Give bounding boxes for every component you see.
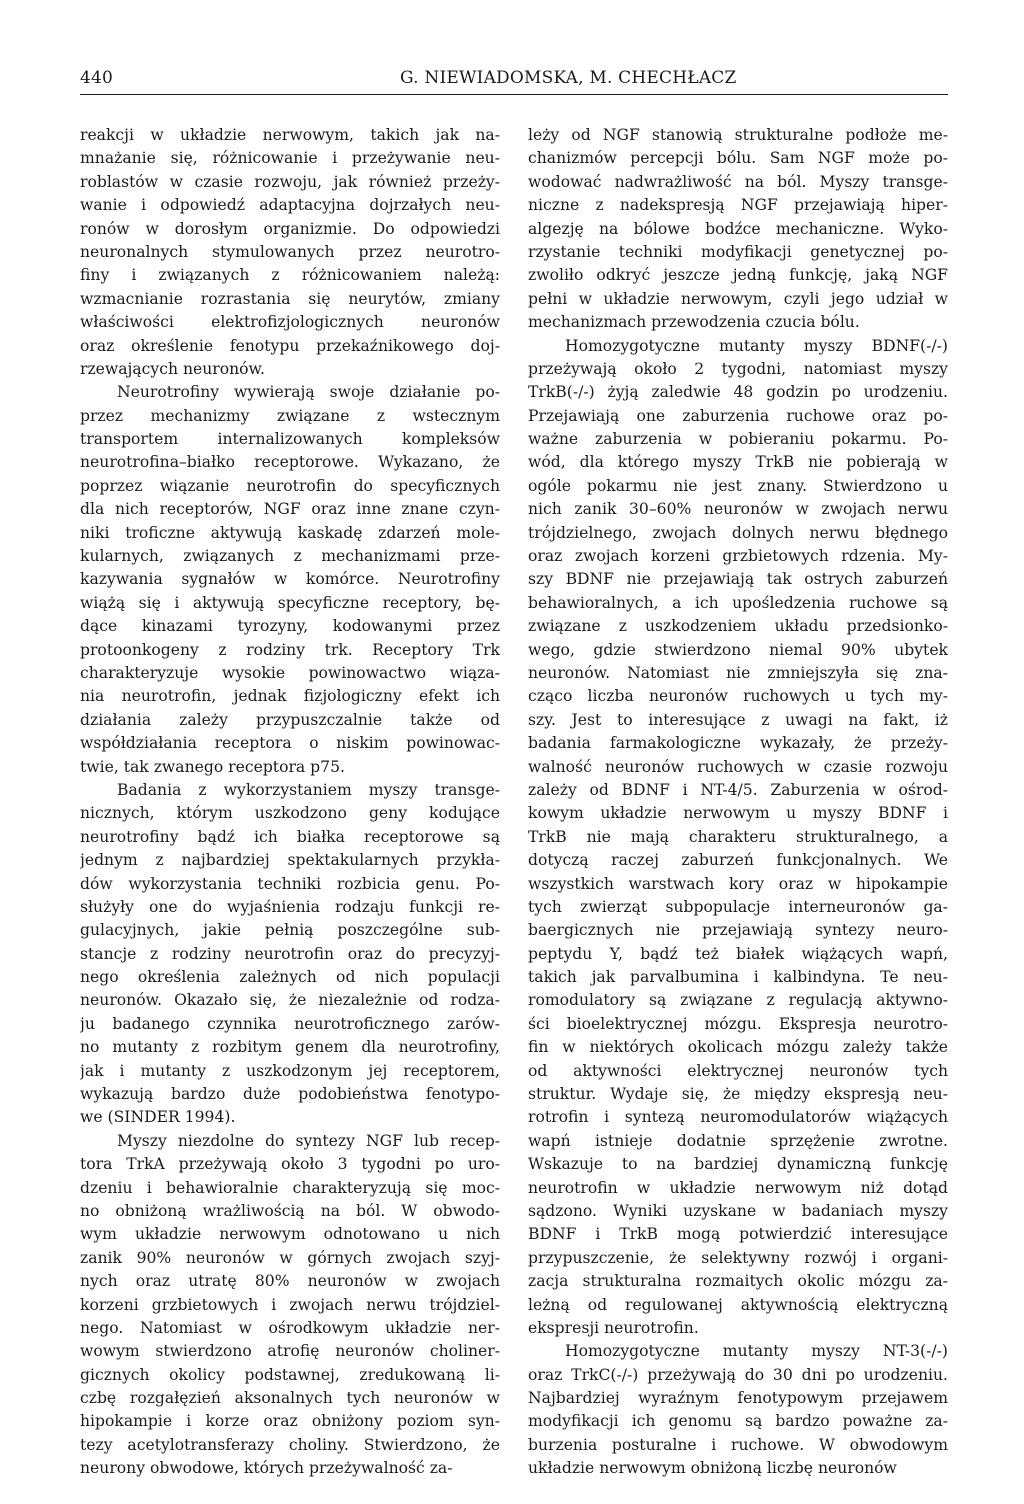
text-line: rzystanie techniki modyfikacji genetycznej po- — [528, 242, 948, 261]
text-line: neurony obwodowe, których przeżywalność za- — [80, 1459, 453, 1478]
text-line: oraz TrkC(-/-) przeżywają do 30 dni po urodzeniu. — [528, 1365, 948, 1384]
text-line: Homozygotyczne mutanty myszy BDNF(-/-) — [565, 336, 948, 355]
text-line: tora TrkA przeżywają około 3 tygodni po uro- — [80, 1155, 500, 1174]
text-line: poprzez wiązanie neurotrofin do specyficznych — [80, 476, 500, 495]
text-line: służyły one do wyjaśnienia rodzaju funkcji re- — [80, 897, 500, 916]
text-line: wym układzie nerwowym odnotowano u nich — [80, 1225, 500, 1244]
text-line: peptydu Y, bądź też białek wiążących wapń, — [528, 944, 948, 963]
text-line: modyfikacji ich genomu są bardzo poważne za- — [528, 1412, 948, 1431]
text-line: behawioralnych, a ich upośledzenia ruchowe są — [528, 593, 948, 612]
text-line: przeżywają około 2 tygodni, natomiast myszy — [528, 359, 948, 378]
text-column-left — [80, 124, 500, 1481]
text-line: Wskazuje to na bardziej dynamiczną funkcję — [528, 1155, 948, 1174]
text-line: no obniżoną wrażliwością na ból. W obwodo- — [80, 1201, 500, 1220]
header-rule — [80, 94, 948, 95]
text-line: zwoliło odkryć jeszcze jedną funkcję, jaką NGF — [528, 266, 948, 285]
text-line: leży od NGF stanowią strukturalne podłoże me- — [528, 126, 948, 144]
text-line: kazywania sygnałów w komórce. Neurotrofiny — [80, 570, 500, 589]
text-line: dące kinazami tyrozyny, kodowanymi przez — [80, 617, 500, 636]
text-line: cząco liczba neuronów ruchowych u tych my- — [528, 687, 948, 706]
text-line: oraz określenie fenotypu przekaźnikowego doj- — [80, 336, 500, 355]
text-line: neurotrofiny bądź ich białka receptorowe są — [80, 827, 500, 846]
text-line: twie, tak zwanego receptora p75. — [80, 757, 345, 776]
text-line: jak i mutanty z uszkodzonym jej receptorem, — [80, 1061, 500, 1080]
text-line: zacja strukturalna rozmaitych okolic mózgu za- — [528, 1272, 948, 1291]
text-line: zanik 90% neuronów w górnych zwojach szyj- — [80, 1248, 500, 1267]
text-line: tezy acetylotransferazy choliny. Stwierdzono, że — [80, 1435, 500, 1454]
text-line: Myszy niezdolne do syntezy NGF lub recep- — [117, 1131, 500, 1150]
text-line: protoonkogeny z rodziny trk. Receptory Trk — [80, 640, 500, 659]
text-line: leżną od regulowanej aktywnością elektryczną — [528, 1295, 948, 1314]
text-line: ogóle pokarmu nie jest znany. Stwierdzono u — [528, 476, 948, 495]
text-line: Homozygotyczne mutanty myszy NT-3(-/-) — [565, 1342, 948, 1361]
text-line: od aktywności elektrycznej neuronów tych — [528, 1061, 948, 1080]
text-line: wowym stwierdzono atrofię neuronów choliner- — [80, 1342, 500, 1361]
text-line: kularnych, związanych z mechanizmami prze- — [80, 547, 500, 566]
text-line: dotyczą raczej zaburzeń funkcjonalnych. We — [528, 851, 948, 870]
text-line: hipokampie i korze oraz obniżony poziom syn- — [80, 1412, 500, 1431]
text-line: niki troficzne aktywują kaskadę zdarzeń mole- — [80, 523, 500, 542]
text-line: neurotrofin w układzie nerwowym niż dotąd — [528, 1178, 948, 1197]
text-line: gulacyjnych, jakie pełnią poszczególne sub- — [80, 921, 500, 940]
text-line: gicznych okolicy podstawnej, zredukowaną li- — [80, 1365, 500, 1384]
text-line: nicznych, którym uszkodzono geny kodujące — [80, 804, 500, 823]
text-line: badania farmakologiczne wykazały, że przeży- — [528, 734, 948, 753]
text-line: neurotrofina–białko receptorowe. Wykazano, że — [80, 453, 500, 472]
text-line: romodulatory są związane z regulacją aktywno- — [528, 991, 948, 1010]
text-line: charakteryzuje wysokie powinowactwo wiąza- — [80, 663, 500, 682]
page-number: 440 — [80, 68, 114, 88]
running-head: G. NIEWIADOMSKA, M. CHECHŁACZ — [400, 68, 737, 88]
text-line: rzewających neuronów. — [80, 359, 265, 378]
text-line: wego, gdzie stwierdzono niemal 90% ubytek — [528, 640, 948, 659]
text-line: współdziałania receptora o niskim powinowac- — [80, 734, 500, 753]
text-line: dów wykorzystania techniki rozbicia genu. Po- — [80, 874, 500, 893]
text-line: sądzono. Wyniki uzyskane w badaniach myszy — [528, 1201, 948, 1220]
text-line: dzeniu i behawioralnie charakteryzują się moc- — [80, 1178, 500, 1197]
text-line: czbę rozgałęzień aksonalnych tych neuronów w — [80, 1389, 500, 1408]
text-line: takich jak parvalbumina i kalbindyna. Te neu- — [528, 968, 948, 987]
text-line: zależy od BDNF i NT-4/5. Zaburzenia w ośrod- — [528, 780, 948, 799]
text-line: dla nich receptorów, NGF oraz inne znane czyn- — [80, 500, 500, 519]
text-line: roblastów w czasie rozwoju, jak również przeży- — [80, 172, 500, 191]
text-line: transportem internalizowanych kompleksów — [80, 430, 500, 449]
text-line: wzmacnianie rozrastania się neurytów, zmiany — [80, 289, 500, 308]
text-line: niczne z nadekspresją NGF przejawiają hiper- — [528, 196, 948, 215]
text-line: wszystkich warstwach kory oraz w hipokampie — [528, 874, 948, 893]
text-line: wapń istnieje dodatnie sprzężenie zwrotne. — [528, 1131, 948, 1150]
text-line: ści bioelektrycznej mózgu. Ekspresja neurotro- — [528, 1014, 948, 1033]
text-line: baergicznych nie przejawiają syntezy neuro- — [528, 921, 948, 940]
text-line: wiążą się i aktywują specyficzne receptory, bę- — [80, 593, 500, 612]
text-line: ekspresji neurotrofin. — [528, 1318, 699, 1337]
text-line: mnażanie się, różnicowanie i przeżywanie neu- — [80, 149, 500, 168]
text-line: przypuszczenie, że selektywny rozwój i organi- — [528, 1248, 948, 1267]
text-line: BDNF i TrkB mogą potwierdzić interesujące — [528, 1225, 948, 1244]
text-line: pełni w układzie nerwowym, czyli jego udział w — [528, 289, 948, 308]
text-line: szy BDNF nie przejawiają tak ostrych zaburzeń — [528, 570, 948, 589]
text-line: nia neurotrofin, jednak fizjologiczny efekt ich — [80, 687, 500, 706]
text-line: Neurotrofiny wywierają swoje działanie po- — [117, 383, 500, 402]
text-line: szy. Jest to interesujące z uwagi na fakt, iż — [528, 710, 948, 729]
text-line: nych oraz utratę 80% neuronów w zwojach — [80, 1272, 500, 1291]
text-line: tych zwierząt subpopulacje interneuronów ga- — [528, 897, 948, 916]
text-line: Przejawiają one zaburzenia ruchowe oraz po- — [528, 406, 948, 425]
text-line: algezję na bólowe bodźce mechaniczne. Wyko- — [528, 219, 948, 238]
text-line: wanie i odpowiedź adaptacyjna dojrzałych neu- — [80, 196, 500, 215]
text-line: jednym z najbardziej spektakularnych przykła- — [80, 851, 500, 870]
text-line: działania zależy przypuszczalnie także od — [80, 710, 500, 729]
text-line: układzie nerwowym obniżoną liczbę neuronów — [528, 1459, 897, 1478]
text-line: finy i związanych z różnicowaniem należą: — [80, 266, 500, 285]
text-line: reakcji w układzie nerwowym, takich jak na- — [80, 126, 500, 144]
text-line: wodować nadwrażliwość na ból. Myszy transge- — [528, 172, 948, 191]
text-line: struktur. Wydaje się, że między ekspresją neu- — [528, 1085, 948, 1104]
text-line: oraz zwojach korzeni grzbietowych rdzenia. My- — [528, 547, 948, 566]
text-line: nich zanik 30–60% neuronów w zwojach nerwu — [528, 500, 948, 519]
text-line: wód, dla którego myszy TrkB nie pobierają w — [528, 453, 948, 472]
text-line: przez mechanizmy związane z wstecznym — [80, 406, 500, 425]
text-line: związane z uszkodzeniem układu przedsionko- — [528, 617, 948, 636]
text-line: neuronalnych stymulowanych przez neurotro- — [80, 242, 500, 261]
text-line: trójdzielnego, zwojach dolnych nerwu błędnego — [528, 523, 948, 542]
text-line: TrkB nie mają charakteru strukturalnego, a — [528, 827, 948, 846]
text-line: we (SINDER 1994). — [80, 1108, 236, 1127]
text-line: walność neuronów ruchowych w czasie rozwoju — [528, 757, 948, 776]
text-line: stancje z rodziny neurotrofin oraz do precyzyj- — [80, 944, 500, 963]
text-line: Najbardziej wyraźnym fenotypowym przejawem — [528, 1389, 948, 1408]
text-line: rotrofin i syntezą neuromodulatorów wiążących — [528, 1108, 948, 1127]
text-line: fin w niektórych okolicach mózgu zależy także — [528, 1038, 948, 1057]
text-line: korzeni grzbietowych i zwojach nerwu trójdziel- — [80, 1295, 500, 1314]
text-line: mechanizmach przewodzenia czucia bólu. — [528, 313, 860, 332]
text-line: neuronów. Natomiast nie zmniejszyła się zna- — [528, 663, 948, 682]
text-line: burzenia posturalne i ruchowe. W obwodowym — [528, 1435, 948, 1454]
text-line: nego określenia zależnych od nich populacji — [80, 968, 500, 987]
text-line: ważne zaburzenia w pobieraniu pokarmu. Po- — [528, 430, 948, 449]
text-line: wykazują bardzo duże podobieństwa fenotypo- — [80, 1085, 500, 1104]
text-line: TrkB(-/-) żyją zaledwie 48 godzin po urodzeniu. — [528, 383, 948, 402]
text-line: ronów w dorosłym organizmie. Do odpowiedzi — [80, 219, 500, 238]
text-line: właściwości elektrofizjologicznych neuronów — [80, 313, 500, 332]
text-line: no mutanty z rozbitym genem dla neurotrofiny, — [80, 1038, 500, 1057]
text-line: chanizmów percepcji bólu. Sam NGF może po- — [528, 149, 948, 168]
text-line: kowym układzie nerwowym u myszy BDNF i — [528, 804, 948, 823]
text-line: neuronów. Okazało się, że niezależnie od rodza- — [80, 991, 500, 1010]
text-line: nego. Natomiast w ośrodkowym układzie ner- — [80, 1318, 500, 1337]
text-line: Badania z wykorzystaniem myszy transge- — [117, 780, 500, 799]
text-line: ju badanego czynnika neurotroficznego zarów- — [80, 1014, 500, 1033]
text-column-right — [528, 124, 948, 1481]
